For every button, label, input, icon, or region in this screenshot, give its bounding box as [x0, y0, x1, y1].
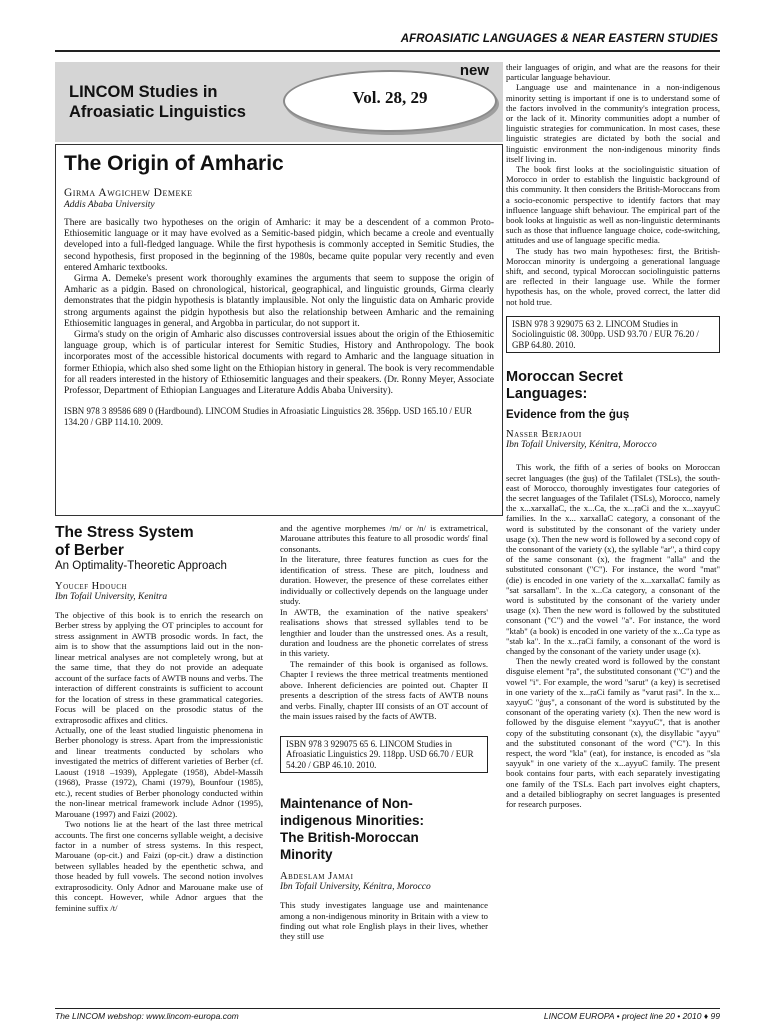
description-paragraph: In AWTB, the examination of the native speakers' realisations shows that stressed syllables tend to be lengthier and louder than the unstressed ones. As a result, duration and loudness are the phonetic correlates of stress in this variety.	[280, 606, 488, 659]
book-affiliation: Ibn Tofail University, Kenitra	[55, 592, 168, 602]
book-origin-of-amharic	[55, 144, 503, 516]
description-paragraph: Two notions lie at the heart of the last three metrical accounts. The first one concerns syllable weight, a decisive factor in a number of stress systems. In this respect, Marouane (op-cit.) and Faizi (op-cit.) draw a distinction between syllables headed by the epenthetic schwa, and those headed by full vowels. The second notion involves extraprosodicity. Only Adnor and Marouane make use of this concept. However, while Adnor argues that the feminine suffix /t/	[55, 819, 263, 913]
book-title-line2: indigenous Minorities:	[280, 813, 424, 829]
book-title	[55, 524, 263, 560]
book-description	[55, 610, 263, 913]
description-paragraph: The study has two main hypotheses: first, the British-Moroccan minority is undergoing a generational language shift, and second, typical Moroccan sociolinguistic patterns are reflected in their language use. While the former hypothesis has, on the whole, proved correct, the latter did not hold true.	[506, 245, 720, 307]
book-author: Youcef Hdouch	[55, 581, 128, 592]
book-isbn: ISBN 978 3 929075 63 2. LINCOM Studies in Sociolinguistic 08. 300pp. USD 93.70 / EUR 76.20 / GBP 64.80. 2010.	[506, 316, 720, 354]
description-paragraph: Girma's study on the origin of Amharic also discusses controversial issues about the origin of the Ethiosemitic language group, which is of particular interest for Semitic Studies, History and Anthropology. The book incorporates most of the accessible historical documents with regard to Amharic and the language situation in former Ethiopia, which also shed some light on the Ethiopian history in general. The book is very recommendable for all readers interested in the history of Ethiosemitic languages and their speakers. (Dr. Ronny Meyer, Associate Professor, Department of Ethiopian Languages and Literature Addis Ababa University).	[64, 330, 494, 397]
book-title	[280, 795, 488, 863]
book-title-line3: The British-Moroccan	[280, 830, 419, 846]
description-paragraph: This work, the fifth of a series of books on Moroccan secret languages (the ġuș) of the Tafilalet (TSLs), the south-east of Morocco, thoroughly investigates four categories of the secret languages of the Tafilalet (TSLs), Morocco, namely the x...xarxallaC, the x...Ca, the x...ṛaCi and the x...xayyuC families. In the x... xarxallaC category, a consonant of the word is substituted by the consonant of the variety under usage (x). Then the new word is followed by a second copy of the consonant of the variety (x), the syllable "ar", a third copy of the same consonant (x), the fragment "alla" and the substituted consonant ("C"). For instance, the word "mat" (die) is encoded in one variety of the x...xarxallaC family as "sat sarsallam". In the x...Ca category, a consonant of the word is substituted by the consonant of the variety under usage (x). Then the new word is followed by the substituted consonant ("C") and the vowel "a". For instance, the word "ktab" (a book) is encoded in one variety of the x...Ca type as "stab ka". In the x...ṛaCi family, a consonant of the word is changed by the consonant of the variety under usage (x).	[506, 462, 720, 657]
book-title: The Origin of Amharic	[64, 152, 284, 175]
column-right	[506, 62, 720, 1008]
book-description	[506, 462, 720, 809]
description-paragraph: The objective of this book is to enrich the research on Berber stress by applying the OT principles to account for stress assignment in AWTB prosodic words. In fact, the aim is to show that the assumptions laid out in the non-linear metrical analyses are not completely wrong, but at the same time, that they do not provide an adequate account of the surface facts of AWTB nouns and verbs. The interaction of different constraints is sufficient to account for the location of stress in these grammatical categories. Focus will be placed on the prosodic status of the extraprosodic affixes and clitics.	[55, 610, 263, 725]
book-title-line4: Minority	[280, 847, 333, 863]
description-paragraph: Language use and maintenance in a non-indigenous minority setting is important if one is to understand some of the factors involved in the community's integration process, or the lack of it. Minority communities adopt a number of linguistic strategies for communication. In most cases, these linguistic strategies are dictated by both the social and linguistic environment the non-indigenous minority finds itself living in.	[506, 82, 720, 164]
footer-webshop: The LINCOM webshop: www.lincom-europa.com	[55, 1011, 239, 1021]
column-middle	[280, 523, 488, 942]
volume-label: Vol. 28, 29	[352, 88, 428, 107]
footer-rule	[55, 1008, 720, 1009]
book-title-line1: The Stress System	[55, 524, 194, 541]
description-paragraph: Then the newly created word is followed by the constant disguise element "ṛa", the substituted consonant ("C") and the vowel "i". For example, the word "sarut" (a key) is secretised in one variety of the x...ṛaCi family as "varut ṛasi". In the x... xayyuC "ġuș", a consonant of the word is substituted by the consonant of the operating variety (x). Then the new word is followed by the disguise element "xayyuC", that is another copy of the substituting consonant (x), the disyllabic "ayyu" and the substituted consonant of the word ("C"). In this respect, the word "kla" (eat), for instance, is encoded as "sla sayyuk" in one variety of the x...ayyuC family. The present book contains four parts, with each separately investigating one family of the TSLs. Each part involves eight chapters, and a detailed bibliography on secret languages is presented for research purposes.	[506, 656, 720, 810]
new-label: new	[459, 62, 489, 79]
book-isbn: ISBN 978 3 929075 65 6. LINCOM Studies in Afroasiatic Linguistics 29. 118pp. USD 66.70 / EUR 54.20 / GBP 46.10. 2010.	[280, 736, 488, 774]
book-description-continued	[506, 62, 720, 307]
book-title-line2: Languages:	[506, 386, 588, 403]
book-title	[506, 369, 720, 403]
book-affiliation: Addis Ababa University	[64, 200, 155, 210]
book-subtitle: An Optimality-Theoretic Approach	[55, 560, 227, 572]
book-stress-system-berber	[55, 524, 263, 913]
book-title-line1: Maintenance of Non-	[280, 796, 413, 812]
section-header	[55, 30, 720, 52]
description-paragraph: This study investigates language use and maintenance among a non-indigenous minority in Britain with a view to finding out what role English plays in their lives, whether they still use	[280, 900, 488, 942]
series-name	[69, 82, 246, 122]
description-paragraph: and the agentive morphemes /m/ or /n/ is extrametrical, Marouane attributes this feature to all prosodic words' final consonants.	[280, 523, 488, 554]
footer-page-info: LINCOM EUROPA • project line 20 • 2010 ♦ 99	[543, 1011, 720, 1021]
book-subtitle: Evidence from the ġuș	[506, 409, 630, 422]
book-affiliation: Ibn Tofail University, Kénitra, Morocco	[506, 440, 657, 451]
book-title-line2: of Berber	[55, 542, 124, 559]
book-author: Nasser Berjaoui	[506, 429, 582, 441]
book-affiliation: Ibn Tofail University, Kénitra, Morocco	[280, 882, 431, 893]
description-paragraph: The book first looks at the sociolinguistic situation of Morocco in order to establish the linguistic background of this community. It then considers the British-Moroccans from a socio-economic perspective to identify factors that may influence language shift behaviour. The empirical part of the book looks at linguistic as well as non-linguistic determinants such as those that influence language choice, code-switching, attitudes and use of language specific media.	[506, 164, 720, 246]
description-paragraph: In the literature, three features function as cues for the identification of stress. These are pitch, loudness and duration. However, the presence of these correlates either individually or collectively depends on the language under study.	[280, 554, 488, 607]
volume-ellipse	[283, 70, 497, 132]
book-author: Abdeslam Jamai	[280, 871, 354, 883]
book-isbn: ISBN 978 3 89586 689 0 (Hardbound). LINCOM Studies in Afroasiatic Linguistics 28. 356pp. USD 165.10 / EUR 134.20 / GBP 114.10. 2009.	[64, 406, 472, 427]
book-description-continued	[280, 523, 488, 722]
series-name-line2: Afroasiatic Linguistics	[69, 103, 246, 121]
section-title: AFROASIATIC LANGUAGES & NEAR EASTERN STUDIES	[400, 33, 718, 45]
description-paragraph: their languages of origin, and what are the reasons for their particular language behaviour.	[506, 62, 720, 83]
series-banner	[55, 62, 503, 142]
description-paragraph: The remainder of this book is organised as follows. Chapter I reviews the three metrical treatments mentioned above. Inherent deficiencies are pointed out. Chapter II presents a description of the stress facts of AWTB nouns and verbs. Finally, chapter III consists of an OT account of the main issues raised by the facts of AWTB.	[280, 658, 488, 722]
series-name-line1: LINCOM Studies in	[69, 83, 218, 101]
book-author: Girma Awgichew Demeke	[64, 187, 193, 199]
book-title-line1: Moroccan Secret	[506, 369, 623, 386]
book-description	[280, 900, 488, 942]
book-description	[64, 218, 494, 397]
description-paragraph: Actually, one of the least studied linguistic phenomena in Berber phonology is stress. Apart from the impressionistic and linear treatments conducted by scholars who investigated the metrics of different varieties of Berber (cf. Laoust (1918 –1939), Applegate (1958), Abdel-Massih (1968), Prasse (1972), Chami (1979), Bounfour (1985), etc.), recent studies of Berber phonology conducted within the non-linear metrical framework include Adnor (1995), Marouane (1997) and Faizi (2002).	[55, 724, 263, 819]
description-paragraph: There are basically two hypotheses on the origin of Amharic: it may be a descendent of a common Proto-Ethiosemitic language or it may have evolved as a Semitic-based pidgin, which became a creole and eventually developed into a full-fledged language. While the first hypothesis is commonly accepted in Semitic Studies, the second hypothesis, first proposed in the beginning of the 1980s, became quite popular very recently and even entered Amharic textbooks.	[64, 218, 494, 273]
description-paragraph: Girma A. Demeke's present work thoroughly examines the arguments that seem to suppose the origin of Amharic as a pidgin. Based on chronological, historical, geographical, and linguistic grounds, Girma clearly demonstrates that the pidgin hypothesis is blatantly implausible. Not only the linguistic data on Amharic provide strong arguments against the pidgin hypothesis but also the relationship between Amharic and the remaining Ethiosemitic languages in general, and Argobba in particular, do not support it.	[64, 274, 494, 329]
